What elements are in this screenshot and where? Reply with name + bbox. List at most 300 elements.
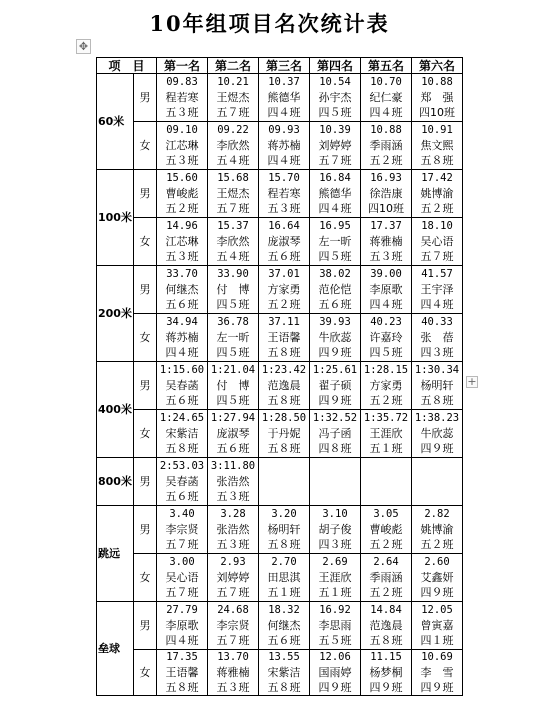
class-name: 五２班 — [165, 202, 199, 215]
athlete-name: 左一昕 — [318, 235, 352, 248]
score-value: 10.39 — [319, 124, 351, 136]
class-name: 四５班 — [216, 346, 250, 359]
result-cell — [412, 170, 463, 218]
class-name: 五２班 — [420, 202, 454, 215]
class-name: 五８班 — [165, 442, 199, 455]
class-name: 五２班 — [420, 538, 454, 551]
result-cell — [310, 506, 361, 554]
result-cell — [310, 170, 361, 218]
result-cell — [361, 218, 412, 266]
result-cell — [412, 266, 463, 314]
class-name: 五１班 — [369, 442, 403, 455]
class-name: 五３班 — [165, 250, 199, 263]
gender-label: 女 — [134, 554, 157, 602]
athlete-name: 李宗贤 — [216, 619, 250, 632]
score-value: 1:38.23 — [414, 412, 460, 424]
result-cell — [208, 122, 259, 170]
athlete-name: 姚博渝 — [420, 523, 454, 536]
score-value: 13.55 — [268, 651, 300, 663]
event-name: 60米 — [97, 74, 134, 170]
athlete-name: 季雨涵 — [369, 571, 403, 584]
result-cell — [361, 266, 412, 314]
athlete-name: 蒋雅楠 — [216, 666, 250, 679]
result-cell — [157, 122, 208, 170]
score-value: 3.40 — [169, 508, 195, 520]
athlete-name: 李欣然 — [216, 139, 250, 152]
class-name: 四９班 — [318, 346, 352, 359]
score-value: 3.28 — [220, 508, 246, 520]
class-name: 五８班 — [369, 634, 403, 647]
athlete-name: 张浩然 — [216, 475, 250, 488]
class-name: 五７班 — [165, 538, 199, 551]
result-cell — [208, 74, 259, 122]
score-value: 16.93 — [370, 172, 402, 184]
ranking-table — [96, 57, 463, 696]
athlete-name: 杨明轩 — [267, 523, 301, 536]
score-value: 1:35.72 — [363, 412, 409, 424]
athlete-name: 王语馨 — [267, 331, 301, 344]
athlete-name: 庞淑琴 — [267, 235, 301, 248]
result-cell — [208, 170, 259, 218]
athlete-name: 蒋苏楠 — [165, 331, 199, 344]
result-cell — [157, 218, 208, 266]
score-value: 36.78 — [217, 316, 249, 328]
result-cell — [361, 458, 412, 506]
athlete-name: 付 博 — [216, 379, 250, 392]
gender-label: 男 — [134, 506, 157, 554]
result-cell — [157, 74, 208, 122]
athlete-name: 王宇泽 — [420, 283, 454, 296]
class-name: 五７班 — [420, 250, 454, 263]
class-name: 四９班 — [420, 681, 454, 694]
score-value: 24.68 — [217, 604, 249, 616]
class-name: 五６班 — [165, 490, 199, 503]
header-rank-4: 第四名 — [310, 58, 361, 74]
athlete-name: 王煜杰 — [216, 91, 250, 104]
class-name: 五６班 — [165, 298, 199, 311]
result-cell — [259, 650, 310, 696]
table-body — [97, 74, 463, 696]
score-value: 10.54 — [319, 76, 351, 88]
athlete-name: 刘婷婷 — [318, 139, 352, 152]
athlete-name: 曹峻彪 — [369, 523, 403, 536]
result-cell — [361, 410, 412, 458]
result-cell — [259, 602, 310, 650]
athlete-name: 宋紫洁 — [165, 427, 199, 440]
result-cell — [310, 122, 361, 170]
class-name: 四５班 — [318, 250, 352, 263]
athlete-name: 胡子俊 — [318, 523, 352, 536]
result-cell — [412, 506, 463, 554]
score-value: 09.83 — [166, 76, 198, 88]
score-value: 37.01 — [268, 268, 300, 280]
table-row — [97, 170, 463, 218]
result-cell — [208, 266, 259, 314]
class-name: 四10班 — [368, 202, 405, 215]
athlete-name: 范逸晨 — [369, 619, 403, 632]
result-cell — [157, 362, 208, 410]
event-name: 跳远 — [97, 506, 134, 602]
result-cell — [208, 410, 259, 458]
class-name: 五８班 — [267, 681, 301, 694]
score-value: 10.21 — [217, 76, 249, 88]
result-cell — [157, 458, 208, 506]
athlete-name: 徐浩康 — [369, 187, 403, 200]
table-row — [97, 218, 463, 266]
athlete-name: 曾寅嘉 — [420, 619, 454, 632]
athlete-name: 张 蓓 — [420, 331, 454, 344]
result-cell — [310, 650, 361, 696]
score-value: 40.23 — [370, 316, 402, 328]
result-cell — [157, 410, 208, 458]
class-name: 五８班 — [267, 442, 301, 455]
score-value: 17.42 — [421, 172, 453, 184]
class-name: 五５班 — [318, 634, 352, 647]
score-value: 1:24.65 — [159, 412, 205, 424]
athlete-name: 吴心语 — [165, 571, 199, 584]
athlete-name: 熊德华 — [267, 91, 301, 104]
athlete-name: 庞淑琴 — [216, 427, 250, 440]
class-name: 五３班 — [267, 202, 301, 215]
athlete-name: 江芯琳 — [165, 139, 199, 152]
result-cell — [208, 650, 259, 696]
event-name: 100米 — [97, 170, 134, 266]
score-value: 15.60 — [166, 172, 198, 184]
class-name: 五３班 — [216, 538, 250, 551]
result-cell — [259, 266, 310, 314]
class-name: 五８班 — [420, 154, 454, 167]
class-name: 五７班 — [318, 154, 352, 167]
athlete-name: 范伦恺 — [318, 283, 352, 296]
result-cell — [310, 362, 361, 410]
score-value: 41.57 — [421, 268, 453, 280]
athlete-name: 李思雨 — [318, 619, 352, 632]
athlete-name: 焦文熙 — [420, 139, 454, 152]
result-cell — [412, 650, 463, 696]
score-value: 15.70 — [268, 172, 300, 184]
class-name: 五３班 — [165, 106, 199, 119]
class-name: 四８班 — [318, 442, 352, 455]
result-cell — [361, 506, 412, 554]
class-name: 四４班 — [165, 346, 199, 359]
athlete-name: 左一昕 — [216, 331, 250, 344]
header-rank-1: 第一名 — [157, 58, 208, 74]
class-name: 五８班 — [267, 346, 301, 359]
class-name: 四１班 — [420, 634, 454, 647]
gender-label: 男 — [134, 266, 157, 314]
gender-label: 男 — [134, 458, 157, 506]
athlete-name: 李原歌 — [369, 283, 403, 296]
athlete-name: 牛欣蕊 — [318, 331, 352, 344]
score-value: 10.88 — [370, 124, 402, 136]
class-name: 四５班 — [369, 346, 403, 359]
athlete-name: 程若寒 — [267, 187, 301, 200]
result-cell — [361, 362, 412, 410]
class-name: 五１班 — [267, 586, 301, 599]
score-value: 18.10 — [421, 220, 453, 232]
athlete-name: 宋紫洁 — [267, 666, 301, 679]
event-name: 200米 — [97, 266, 134, 362]
athlete-name: 程若寒 — [165, 91, 199, 104]
result-cell — [259, 122, 310, 170]
class-name: 四９班 — [420, 442, 454, 455]
gender-label: 女 — [134, 314, 157, 362]
score-value: 1:28.50 — [261, 412, 307, 424]
athlete-name: 李原歌 — [165, 619, 199, 632]
header-rank-6: 第六名 — [412, 58, 463, 74]
result-cell — [310, 74, 361, 122]
gender-label: 女 — [134, 410, 157, 458]
athlete-name: 蒋雅楠 — [369, 235, 403, 248]
athlete-name: 曹峻彪 — [165, 187, 199, 200]
score-value: 33.90 — [217, 268, 249, 280]
result-cell — [361, 602, 412, 650]
score-value: 18.32 — [268, 604, 300, 616]
event-name: 400米 — [97, 362, 134, 458]
class-name: 五８班 — [420, 394, 454, 407]
score-value: 34.94 — [166, 316, 198, 328]
class-name: 四４班 — [420, 298, 454, 311]
class-name: 五２班 — [267, 298, 301, 311]
class-name: 四３班 — [318, 538, 352, 551]
score-value: 14.84 — [370, 604, 402, 616]
score-value: 2.93 — [220, 556, 246, 568]
class-name: 四４班 — [369, 106, 403, 119]
header-rank-3: 第三名 — [259, 58, 310, 74]
athlete-name: 王涯欣 — [318, 571, 352, 584]
result-cell — [157, 554, 208, 602]
table-row — [97, 410, 463, 458]
score-value: 12.05 — [421, 604, 453, 616]
add-column-icon[interactable]: + — [467, 375, 477, 388]
score-value: 37.11 — [268, 316, 300, 328]
result-cell — [259, 170, 310, 218]
header-item: 项 目 — [97, 58, 157, 74]
score-value: 1:32.52 — [312, 412, 358, 424]
gender-label: 男 — [134, 602, 157, 650]
result-cell — [361, 170, 412, 218]
table-row — [97, 554, 463, 602]
gender-label: 女 — [134, 218, 157, 266]
class-name: 五４班 — [216, 154, 250, 167]
class-name: 四３班 — [420, 346, 454, 359]
score-value: 1:27.94 — [210, 412, 256, 424]
athlete-name: 李宗贤 — [165, 523, 199, 536]
athlete-name: 国雨婷 — [318, 666, 352, 679]
score-value: 13.70 — [217, 651, 249, 663]
class-name: 四４班 — [369, 298, 403, 311]
score-value: 10.88 — [421, 76, 453, 88]
event-name: 垒球 — [97, 602, 134, 696]
class-name: 五６班 — [267, 634, 301, 647]
header-rank-5: 第五名 — [361, 58, 412, 74]
result-cell — [310, 410, 361, 458]
athlete-name: 何继杰 — [165, 283, 199, 296]
gender-label: 男 — [134, 74, 157, 122]
class-name: 五７班 — [216, 106, 250, 119]
result-cell — [412, 362, 463, 410]
result-cell — [310, 266, 361, 314]
result-cell — [361, 650, 412, 696]
gender-label: 男 — [134, 170, 157, 218]
class-name: 五３班 — [216, 490, 250, 503]
result-cell — [412, 218, 463, 266]
score-value: 40.33 — [421, 316, 453, 328]
athlete-name: 何继杰 — [267, 619, 301, 632]
athlete-name: 李欣然 — [216, 235, 250, 248]
class-name: 四９班 — [369, 681, 403, 694]
result-cell — [208, 602, 259, 650]
table-row — [97, 74, 463, 122]
athlete-name: 杨梦桐 — [369, 666, 403, 679]
table-row — [97, 314, 463, 362]
class-name: 五６班 — [267, 250, 301, 263]
score-value: 14.96 — [166, 220, 198, 232]
class-name: 五７班 — [165, 586, 199, 599]
result-cell — [412, 122, 463, 170]
result-cell — [157, 266, 208, 314]
result-cell — [361, 74, 412, 122]
athlete-name: 杨明轩 — [420, 379, 454, 392]
result-cell — [310, 554, 361, 602]
class-name: 五２班 — [369, 538, 403, 551]
class-name: 四10班 — [419, 106, 456, 119]
score-value: 11.15 — [370, 651, 402, 663]
result-cell — [412, 602, 463, 650]
class-name: 四５班 — [318, 106, 352, 119]
score-value: 1:15.60 — [159, 364, 205, 376]
athlete-name: 孙宇杰 — [318, 91, 352, 104]
result-cell — [412, 410, 463, 458]
class-name: 五６班 — [216, 442, 250, 455]
score-value: 3.05 — [373, 508, 399, 520]
athlete-name: 季雨涵 — [369, 139, 403, 152]
score-value: 2.69 — [322, 556, 348, 568]
class-name: 五６班 — [318, 298, 352, 311]
class-name: 五４班 — [216, 250, 250, 263]
table-row — [97, 602, 463, 650]
athlete-name: 江芯琳 — [165, 235, 199, 248]
score-value: 2.82 — [424, 508, 450, 520]
table-row — [97, 506, 463, 554]
result-cell — [208, 458, 259, 506]
score-value: 3.10 — [322, 508, 348, 520]
result-cell — [259, 218, 310, 266]
class-name: 四９班 — [420, 586, 454, 599]
athlete-name: 李 雪 — [420, 666, 454, 679]
athlete-name: 许嘉玲 — [369, 331, 403, 344]
result-cell — [259, 458, 310, 506]
result-cell — [157, 314, 208, 362]
score-value: 27.79 — [166, 604, 198, 616]
score-value: 16.84 — [319, 172, 351, 184]
gender-label: 男 — [134, 362, 157, 410]
result-cell — [361, 554, 412, 602]
athlete-name: 方家勇 — [369, 379, 403, 392]
class-name: 五３班 — [165, 154, 199, 167]
class-name: 四９班 — [318, 681, 352, 694]
gender-label: 女 — [134, 650, 157, 696]
score-value: 10.37 — [268, 76, 300, 88]
result-cell — [259, 506, 310, 554]
result-cell — [208, 362, 259, 410]
class-name: 五８班 — [267, 394, 301, 407]
athlete-name: 吴春菡 — [165, 379, 199, 392]
score-value: 39.93 — [319, 316, 351, 328]
table-move-handle-icon[interactable]: ✥ — [76, 39, 91, 54]
class-name: 四４班 — [165, 634, 199, 647]
class-name: 四４班 — [267, 154, 301, 167]
class-name: 五３班 — [216, 681, 250, 694]
class-name: 四５班 — [216, 298, 250, 311]
result-cell — [412, 554, 463, 602]
athlete-name: 范逸晨 — [267, 379, 301, 392]
athlete-name: 张浩然 — [216, 523, 250, 536]
athlete-name: 冯子函 — [318, 427, 352, 440]
result-cell — [310, 218, 361, 266]
score-value: 1:30.34 — [414, 364, 460, 376]
score-value: 10.91 — [421, 124, 453, 136]
score-value: 1:28.15 — [363, 364, 409, 376]
class-name: 五１班 — [318, 586, 352, 599]
athlete-name: 刘婷婷 — [216, 571, 250, 584]
athlete-name: 蒋苏楠 — [267, 139, 301, 152]
score-value: 17.35 — [166, 651, 198, 663]
score-value: 2.60 — [424, 556, 450, 568]
event-name: 800米 — [97, 458, 134, 506]
header-row — [97, 58, 463, 74]
athlete-name: 付 博 — [216, 283, 250, 296]
score-value: 3:11.80 — [210, 460, 256, 472]
result-cell — [310, 314, 361, 362]
result-cell — [259, 314, 310, 362]
athlete-name: 翟子硕 — [318, 379, 352, 392]
score-value: 16.64 — [268, 220, 300, 232]
score-value: 09.10 — [166, 124, 198, 136]
score-value: 3.00 — [169, 556, 195, 568]
result-cell — [259, 74, 310, 122]
score-value: 09.22 — [217, 124, 249, 136]
table-row — [97, 458, 463, 506]
class-name: 五８班 — [267, 538, 301, 551]
score-value: 15.37 — [217, 220, 249, 232]
score-value: 2.70 — [271, 556, 297, 568]
class-name: 五２班 — [369, 394, 403, 407]
class-name: 五３班 — [369, 250, 403, 263]
athlete-name: 田思淇 — [267, 571, 301, 584]
score-value: 33.70 — [166, 268, 198, 280]
score-value: 3.20 — [271, 508, 297, 520]
score-value: 39.00 — [370, 268, 402, 280]
score-value: 09.93 — [268, 124, 300, 136]
class-name: 五７班 — [216, 586, 250, 599]
result-cell — [412, 314, 463, 362]
result-cell — [412, 74, 463, 122]
class-name: 五２班 — [369, 154, 403, 167]
athlete-name: 吴春菡 — [165, 475, 199, 488]
score-value: 1:21.04 — [210, 364, 256, 376]
result-cell — [259, 362, 310, 410]
result-cell — [157, 602, 208, 650]
class-name: 四４班 — [267, 106, 301, 119]
result-cell — [361, 314, 412, 362]
result-cell — [157, 650, 208, 696]
result-cell — [208, 314, 259, 362]
result-cell — [208, 506, 259, 554]
table-row — [97, 122, 463, 170]
result-cell — [259, 410, 310, 458]
class-name: 四４班 — [318, 202, 352, 215]
